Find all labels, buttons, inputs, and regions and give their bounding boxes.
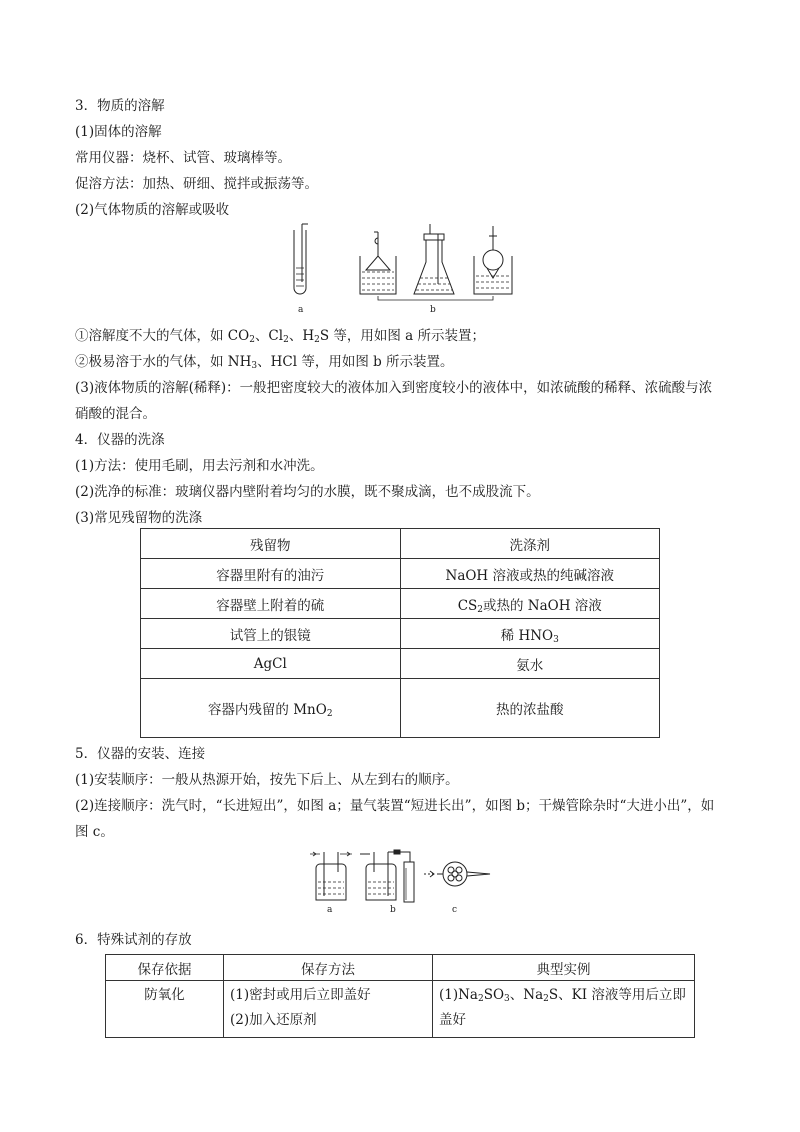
header-example: 典型实例 xyxy=(433,955,695,981)
figure-b-flask xyxy=(414,224,454,294)
residue-cell: 容器内残留的 MnO$_2$ xyxy=(141,679,401,738)
figure-b-beaker-bulb xyxy=(474,226,512,294)
figure-a-wash-bottle xyxy=(310,852,352,900)
header-method: 保存方法 xyxy=(224,955,433,981)
residue-cell: 试管上的银镜 xyxy=(141,619,401,649)
method-cell: (1)密封或用后立即盖好 (2)加入还原剂 xyxy=(224,981,433,1038)
washing-method-text: (1)方法：使用毛刷，用去污剂和水冲洗。 xyxy=(75,458,324,474)
table-header-row xyxy=(106,955,695,981)
section-5-heading: 5．仪器的安装、连接 xyxy=(75,746,206,762)
table-header-row xyxy=(141,529,660,559)
connection-figure xyxy=(300,848,520,920)
assembly-order-text: (1)安装顺序：一般从热源开始，按先下后上、从左到右的顺序。 xyxy=(75,772,459,788)
figure-b-beaker-funnel xyxy=(360,232,396,294)
figure-b-label: b xyxy=(430,305,436,315)
reagent-storage-table xyxy=(105,954,695,1038)
gas-absorption-figure xyxy=(280,222,530,322)
agent-cell: 氨水 xyxy=(400,649,660,679)
figure-a-test-tube xyxy=(294,224,308,294)
section-4-heading: 4．仪器的洗涤 xyxy=(75,432,165,448)
section-3-heading: 3．物质的溶解 xyxy=(75,98,165,114)
agent-cell: 热的浓盐酸 xyxy=(400,679,660,738)
solid-methods-text: 促溶方法：加热、研细、搅拌或振荡等。 xyxy=(75,176,318,192)
residue-cell: AgCl xyxy=(141,649,401,679)
residue-cell: 容器壁上附着的硫 xyxy=(141,589,401,619)
table-row xyxy=(141,679,660,738)
solid-instruments-text: 常用仪器：烧杯、试管、玻璃棒等。 xyxy=(75,150,291,166)
header-agent: 洗涤剂 xyxy=(400,529,660,559)
header-residue: 残留物 xyxy=(141,529,401,559)
figure-a-label: a xyxy=(298,305,304,315)
table-row xyxy=(141,619,660,649)
section-6-heading: 6．特殊试剂的存放 xyxy=(75,932,192,948)
agent-cell: NaOH 溶液或热的纯碱溶液 xyxy=(400,559,660,589)
gas-dissolution-heading: (2)气体物质的溶解或吸收 xyxy=(75,202,230,218)
residue-heading: (3)常见残留物的洗涤 xyxy=(75,510,203,526)
residue-cell: 容器里附有的油污 xyxy=(141,559,401,589)
figure-a-label: a xyxy=(327,905,333,915)
table-row xyxy=(141,589,660,619)
figure-b-gas-measure xyxy=(360,850,414,902)
table-row xyxy=(106,981,695,1038)
connection-order-text: (2)连接顺序：洗气时，“长进短出”，如图 a；量气装置“短进长出”，如图 b；干燥管除杂时“大进小出”，如图 c。 xyxy=(75,798,715,840)
gas-note-1: ①溶解度不大的气体，如 $CO_2$、$Cl_2$、$H_2S$ 等，用如图 a 所示装置； xyxy=(75,328,486,345)
figure-c-drying-tube xyxy=(424,862,490,886)
washing-standard-text: (2)洗净的标准：玻璃仪器内壁附着均匀的水膜，既不聚成滴，也不成股流下。 xyxy=(75,484,540,500)
figure-b-label: b xyxy=(390,905,396,915)
table-row xyxy=(141,649,660,679)
liquid-dissolution-text: (3)液体物质的溶解(稀释)：一般把密度较大的液体加入到密度较小的液体中，如浓硫酸的稀释、浓硫酸与浓硝酸的混合。 xyxy=(75,380,713,422)
figure-b-bracket xyxy=(378,296,493,300)
figure-c-label: c xyxy=(452,905,458,915)
table-row xyxy=(141,559,660,589)
gas-note-2: ②极易溶于水的气体，如 $NH_3$、HCl 等，用如图 b 所示装置。 xyxy=(75,354,454,371)
basis-cell: 防氧化 xyxy=(106,981,224,1038)
example-cell: $(1)Na_2SO_3$、$Na_2S$、KI 溶液等用后立即盖好 xyxy=(433,981,695,1038)
header-basis: 保存依据 xyxy=(106,955,224,981)
agent-cell: $CS_2$或热的 NaOH 溶液 xyxy=(400,589,660,619)
solid-dissolution-heading: (1)固体的溶解 xyxy=(75,124,162,140)
residue-washing-table xyxy=(140,528,660,738)
agent-cell: 稀 $HNO_3$ xyxy=(400,619,660,649)
